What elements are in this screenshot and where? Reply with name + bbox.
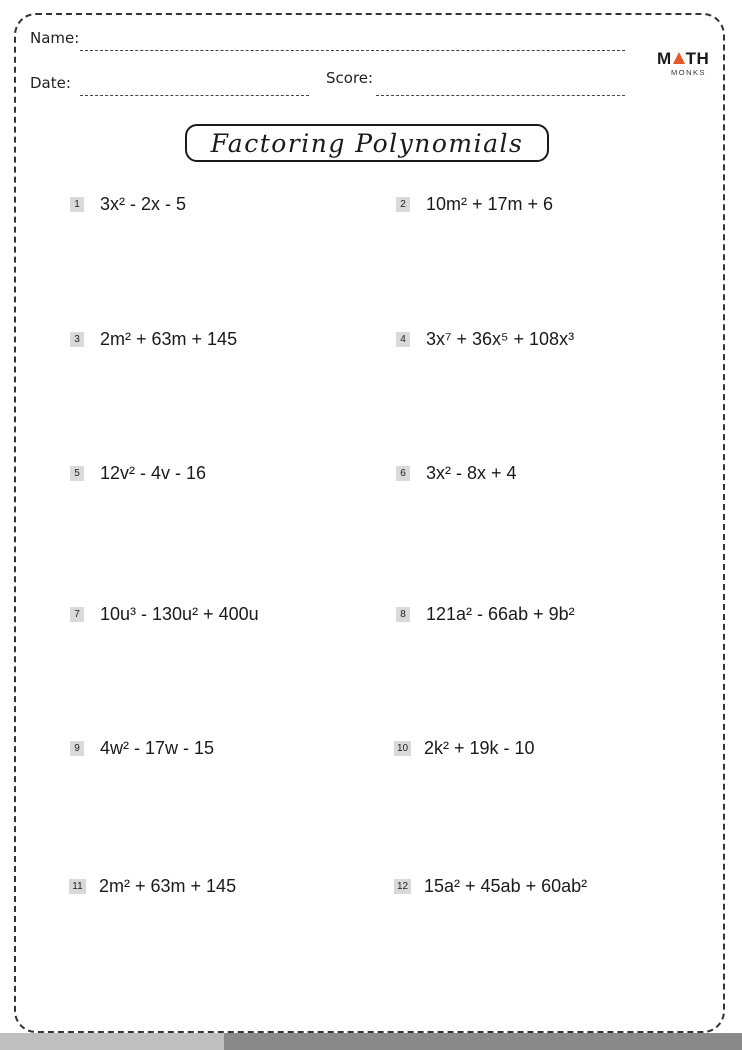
problem-9 — [70, 738, 214, 759]
problem-expression: 2m² + 63m + 145 — [100, 329, 238, 349]
problem-11 — [69, 876, 236, 897]
problem-expression: 2k² + 19k - 10 — [424, 738, 535, 758]
problem-3 — [70, 329, 237, 350]
problem-expression: 12v² - 4v - 16 — [100, 463, 207, 483]
problem-number: 2 — [396, 197, 410, 212]
problem-number: 8 — [396, 607, 410, 622]
problem-number: 6 — [396, 466, 410, 481]
problem-expression: 3x² - 8x + 4 — [426, 463, 517, 483]
score-field[interactable] — [376, 95, 625, 96]
date-field[interactable] — [80, 95, 309, 96]
problem-number: 1 — [70, 197, 84, 212]
problem-expression: 3x⁷ + 36x⁵ + 108x³ — [426, 329, 575, 349]
problem-12 — [394, 876, 587, 897]
problem-7 — [70, 604, 259, 625]
name-field[interactable] — [80, 50, 625, 51]
problem-expression: 15a² + 45ab + 60ab² — [424, 876, 588, 896]
problem-2 — [396, 194, 553, 215]
problem-8 — [396, 604, 575, 625]
problem-number: 11 — [69, 879, 86, 894]
problem-1 — [70, 194, 186, 215]
problem-4 — [396, 329, 574, 350]
problem-10 — [394, 738, 535, 759]
problem-expression: 4w² - 17w - 15 — [100, 738, 215, 758]
problem-expression: 2m² + 63m + 145 — [99, 876, 237, 896]
problem-number: 5 — [70, 466, 84, 481]
score-label: Score: — [326, 69, 374, 87]
name-label: Name: — [30, 29, 80, 47]
triangle-icon — [673, 52, 685, 64]
worksheet-title: Factoring Polynomials — [185, 124, 549, 162]
problem-number: 10 — [394, 741, 411, 756]
date-label: Date: — [30, 74, 71, 92]
problem-6 — [396, 463, 517, 484]
problem-number: 7 — [70, 607, 84, 622]
math-monks-logo: M TH MONKS — [657, 49, 710, 77]
problem-number: 9 — [70, 741, 84, 756]
problem-number: 12 — [394, 879, 411, 894]
problem-5 — [70, 463, 206, 484]
problem-expression: 3x² - 2x - 5 — [100, 194, 187, 214]
problem-expression: 10m² + 17m + 6 — [426, 194, 554, 214]
bottom-bar-highlight — [0, 1033, 224, 1050]
problem-number: 4 — [396, 332, 410, 347]
problem-number: 3 — [70, 332, 84, 347]
problem-expression: 121a² - 66ab + 9b² — [426, 604, 575, 624]
problem-expression: 10u³ - 130u² + 400u — [100, 604, 259, 624]
